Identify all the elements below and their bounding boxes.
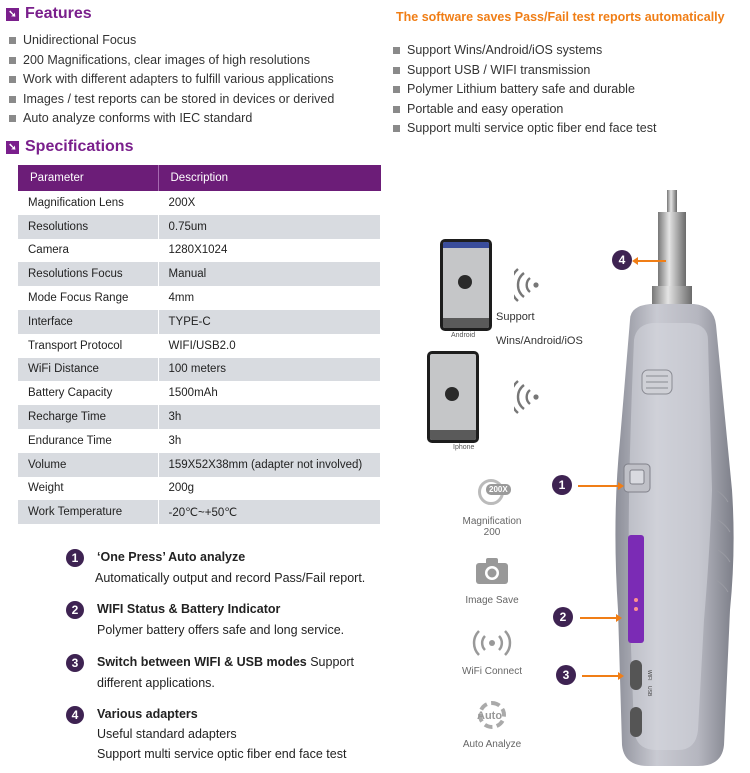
app-toolbar bbox=[430, 430, 476, 440]
number-badge: 3 bbox=[66, 654, 84, 672]
parameter-cell: Recharge Time bbox=[18, 405, 158, 429]
chevron-icon: ➘ bbox=[6, 8, 19, 21]
description-cell: 100 meters bbox=[158, 358, 381, 382]
wifi-broadcast-icon bbox=[472, 628, 512, 658]
parameter-cell: Interface bbox=[18, 310, 158, 334]
callout-4: 4 bbox=[612, 250, 632, 270]
right-features-list bbox=[390, 41, 656, 139]
list-item: Support USB / WIFI transmission bbox=[390, 61, 656, 81]
wifi-signal-icon bbox=[514, 380, 544, 414]
feature-heading: WIFI Status & Battery Indicator bbox=[97, 602, 281, 616]
iphone-image bbox=[427, 351, 479, 443]
wifi-connect-label: WiFi Connect bbox=[461, 666, 522, 677]
description-cell: 1280X1024 bbox=[158, 239, 381, 263]
iphone-label: Iphone bbox=[453, 444, 475, 451]
magnification-label: Magnification bbox=[462, 516, 522, 527]
callout-3: 3 bbox=[556, 665, 576, 685]
callout-3-arrow bbox=[582, 675, 618, 677]
switch-label-top: WIFI bbox=[646, 670, 652, 681]
callout-2-arrow bbox=[580, 617, 616, 619]
table-row bbox=[18, 429, 381, 453]
table-row bbox=[18, 453, 381, 477]
image-save-feature bbox=[452, 556, 532, 606]
features-title-text: Features bbox=[25, 5, 92, 22]
table-row bbox=[18, 381, 381, 405]
table-row bbox=[18, 334, 381, 358]
parameter-cell: Transport Protocol bbox=[18, 334, 158, 358]
description-cell: 0.75um bbox=[158, 215, 381, 239]
list-item: Polymer Lithium battery safe and durable bbox=[390, 80, 656, 100]
specifications-title bbox=[6, 138, 133, 156]
list-item: Work with different adapters to fulfill various applications bbox=[6, 70, 334, 90]
specifications-title-text: Specifications bbox=[25, 138, 134, 155]
feature-description: Automatically output and record Pass/Fail report. bbox=[95, 571, 366, 585]
auto-badge: Auto bbox=[477, 710, 503, 722]
list-item: Auto analyze conforms with IEC standard bbox=[6, 109, 334, 129]
android-label: Android bbox=[451, 332, 476, 339]
parameter-cell: Mode Focus Range bbox=[18, 286, 158, 310]
description-cell: WIFI/USB2.0 bbox=[158, 334, 381, 358]
number-badge: 4 bbox=[66, 706, 84, 724]
callout-1-arrow bbox=[578, 485, 618, 487]
description-cell: Manual bbox=[158, 262, 381, 286]
description-cell: 159X52X38mm (adapter not involved) bbox=[158, 453, 381, 477]
support-label-2: Wins/Android/iOS bbox=[496, 335, 583, 347]
feature-heading: ‘One Press’ Auto analyze bbox=[97, 550, 246, 564]
table-row bbox=[18, 239, 381, 263]
table-row bbox=[18, 358, 381, 382]
spec-table bbox=[18, 165, 381, 524]
app-bar bbox=[443, 242, 489, 248]
feature-description: Useful standard adapters bbox=[97, 727, 237, 741]
camera-icon bbox=[474, 556, 510, 586]
description-cell: 200g bbox=[158, 477, 381, 501]
callout-1: 1 bbox=[552, 475, 572, 495]
tagline: The software saves Pass/Fail test reports automatically bbox=[396, 10, 725, 24]
feature-heading: Various adapters bbox=[97, 707, 198, 721]
auto-gear-icon bbox=[474, 701, 510, 731]
parameter-cell: Weight bbox=[18, 477, 158, 501]
description-cell: -20℃~+50℃ bbox=[158, 500, 381, 524]
magnification-feature bbox=[452, 476, 532, 538]
fiber-core-icon bbox=[445, 387, 459, 401]
parameter-cell: Camera bbox=[18, 239, 158, 263]
switch-label-bottom: USB bbox=[646, 686, 652, 697]
auto-analyze-feature bbox=[452, 701, 532, 750]
description-cell: 4mm bbox=[158, 286, 381, 310]
spec-table-body bbox=[18, 191, 381, 524]
callout-4-arrow bbox=[638, 260, 666, 262]
parameter-cell: Battery Capacity bbox=[18, 381, 158, 405]
magnification-value: 200 bbox=[483, 527, 501, 538]
callout-2: 2 bbox=[553, 607, 573, 627]
list-item: Portable and easy operation bbox=[390, 100, 656, 120]
table-row bbox=[18, 286, 381, 310]
feature-description-2: Support multi service optic fiber end face test bbox=[97, 747, 347, 761]
table-row bbox=[18, 215, 381, 239]
fiber-core-icon bbox=[458, 275, 472, 289]
feature-description: different applications. bbox=[97, 676, 215, 690]
parameter-cell: Endurance Time bbox=[18, 429, 158, 453]
description-cell: TYPE-C bbox=[158, 310, 381, 334]
parameter-cell: WiFi Distance bbox=[18, 358, 158, 382]
parameter-cell: Magnification Lens bbox=[18, 191, 158, 215]
number-badge: 1 bbox=[66, 549, 84, 567]
features-title bbox=[6, 5, 92, 23]
parameter-cell: Resolutions bbox=[18, 215, 158, 239]
fiber-microscope-device bbox=[590, 190, 740, 770]
features-list bbox=[6, 31, 334, 129]
image-save-label: Image Save bbox=[465, 595, 519, 606]
feature-heading bbox=[97, 655, 354, 669]
table-row bbox=[18, 405, 381, 429]
description-cell: 3h bbox=[158, 405, 381, 429]
list-item: 200 Magnifications, clear images of high resolutions bbox=[6, 51, 334, 71]
list-item: Support multi service optic fiber end face test bbox=[390, 119, 656, 139]
phone-screen bbox=[443, 242, 489, 328]
list-item: Support Wins/Android/iOS systems bbox=[390, 41, 656, 61]
wifi-connect-feature bbox=[452, 628, 532, 677]
magnification-badge: 200X bbox=[486, 484, 511, 495]
description-cell: 1500mAh bbox=[158, 381, 381, 405]
phone-screen bbox=[430, 354, 476, 440]
description-cell: 3h bbox=[158, 429, 381, 453]
support-label-1: Support bbox=[496, 311, 535, 323]
feature-heading-bold: Switch between WIFI & USB modes bbox=[97, 655, 307, 669]
table-header-row bbox=[18, 165, 381, 191]
feature-heading-tail: Support bbox=[306, 655, 355, 669]
table-row bbox=[18, 477, 381, 501]
table-row bbox=[18, 262, 381, 286]
android-phone-image bbox=[440, 239, 492, 331]
description-cell: 200X bbox=[158, 191, 381, 215]
parameter-cell: Work Temperature bbox=[18, 500, 158, 524]
auto-analyze-label: Auto Analyze bbox=[462, 739, 522, 750]
table-row bbox=[18, 500, 381, 524]
list-item: Images / test reports can be stored in devices or derived bbox=[6, 90, 334, 110]
table-row bbox=[18, 310, 381, 334]
column-header: Parameter bbox=[18, 165, 158, 191]
parameter-cell: Volume bbox=[18, 453, 158, 477]
table-row bbox=[18, 191, 381, 215]
column-header: Description bbox=[158, 165, 381, 191]
feature-description: Polymer battery offers safe and long service. bbox=[97, 623, 345, 637]
number-badge: 2 bbox=[66, 601, 84, 619]
list-item: Unidirectional Focus bbox=[6, 31, 334, 51]
parameter-cell: Resolutions Focus bbox=[18, 262, 158, 286]
wifi-signal-icon bbox=[514, 268, 544, 302]
chevron-icon: ➘ bbox=[6, 141, 19, 154]
magnifier-icon bbox=[474, 476, 510, 512]
app-toolbar bbox=[443, 318, 489, 328]
